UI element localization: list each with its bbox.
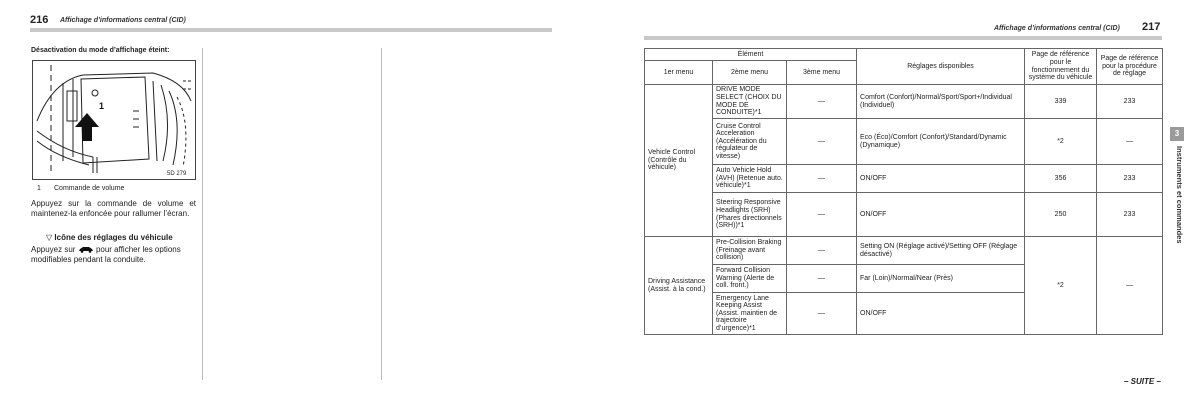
header-menu3: 3ème menu <box>787 61 857 85</box>
chapter-tab: 3 <box>1170 127 1184 141</box>
menu2-cell: Pre-Collision Braking (Freinage avant collision) <box>713 237 787 265</box>
header-menu2: 2ème menu <box>713 61 787 85</box>
header-settings: Réglages disponibles <box>857 49 1025 85</box>
ref-function-cell: 339 <box>1025 85 1097 119</box>
paragraph-settings-icon <box>31 245 199 265</box>
ref-procedure-cell: — <box>1097 119 1163 165</box>
ref-function-cell: 250 <box>1025 193 1097 237</box>
triangle-marker-icon: ▽ <box>46 233 53 242</box>
menu3-cell: — <box>787 265 857 293</box>
menu2-cell: Steering Responsive Headlights (SRH) (Phares directionnels (SRH))*1 <box>713 193 787 237</box>
menu3-cell: — <box>787 119 857 165</box>
subsection-heading <box>46 233 173 243</box>
menu3-cell: — <box>787 237 857 265</box>
column-divider <box>202 48 203 380</box>
menu1-cell: Vehicle Control (Contrôle du véhicule) <box>645 85 713 237</box>
menu2-cell: Forward Collision Warning (Alerte de coll. front.) <box>713 265 787 293</box>
car-settings-icon <box>78 246 94 253</box>
caption-text: Commande de volume <box>54 185 125 192</box>
vehicle-settings-table <box>644 48 1163 335</box>
ref-function-cell: 356 <box>1025 165 1097 193</box>
table-row <box>645 165 1163 193</box>
right-page-header: Affichage d’informations central (CID) <box>994 25 1120 32</box>
ref-procedure-cell: 233 <box>1097 193 1163 237</box>
continued-footer: – SUITE – <box>1124 377 1161 386</box>
ref-function-cell: *2 <box>1025 119 1097 165</box>
table-row <box>645 193 1163 237</box>
settings-cell: ON/OFF <box>857 193 1025 237</box>
figure-callout: 1 <box>99 101 105 111</box>
header-ref-function: Page de référence pour le fonctionnement du système du véhicule <box>1025 49 1097 85</box>
header-ref-procedure: Page de référence pour la procédure de réglage <box>1097 49 1163 85</box>
header-element: Élément <box>645 49 857 61</box>
menu2-cell: Cruise Control Acceleration (Accélération du régulateur de vitesse) <box>713 119 787 165</box>
volume-control-figure <box>32 60 196 180</box>
paragraph-after-icon: pour afficher les options modifiables pendant la conduite. <box>31 245 181 264</box>
chapter-title: Instruments et commandes <box>1175 146 1184 244</box>
menu2-cell: Auto Vehicle Hold (AVH) (Retenue auto. véhicule)*1 <box>713 165 787 193</box>
menu2-cell: Emergency Lane Keeping Assist (Assist. maintien de trajectoire d’urgence)*1 <box>713 293 787 335</box>
ref-function-cell: *2 <box>1025 237 1097 335</box>
menu3-cell: — <box>787 293 857 335</box>
dashboard-illustration <box>33 61 195 179</box>
menu3-cell: — <box>787 193 857 237</box>
subsection-title: Icône des réglages du véhicule <box>54 233 173 242</box>
settings-cell: ON/OFF <box>857 293 1025 335</box>
right-page-number: 217 <box>1142 21 1161 33</box>
settings-cell: ON/OFF <box>857 165 1025 193</box>
table-row <box>645 119 1163 165</box>
ref-procedure-cell: 233 <box>1097 85 1163 119</box>
menu3-cell: — <box>787 85 857 119</box>
table-row <box>645 237 1163 265</box>
figure-code: 5D 279 <box>167 171 187 177</box>
settings-cell: Setting ON (Réglage activé)/Setting OFF (Réglage désactivé) <box>857 237 1025 265</box>
section-title: Désactivation du mode d’affichage éteint: <box>31 47 170 54</box>
menu1-cell: Driving Assistance (Assist. à la cond.) <box>645 237 713 335</box>
menu2-cell: DRIVE MODE SELECT (CHOIX DU MODE DE CONDUITE)*1 <box>713 85 787 119</box>
header-menu1: 1er menu <box>645 61 713 85</box>
pointer-arrow-icon <box>75 113 99 141</box>
paragraph-volume: Appuyez sur la commande de volume et maintenez-la enfoncée pour rallumer l’écran. <box>31 199 196 218</box>
menu3-cell: — <box>787 165 857 193</box>
caption-number: 1 <box>37 185 41 192</box>
column-divider <box>381 48 382 380</box>
left-header-rule <box>30 28 552 32</box>
table-row <box>645 85 1163 119</box>
settings-cell: Comfort (Confort)/Normal/Sport/Sport+/Individual (Individuel) <box>857 85 1025 119</box>
settings-cell: Far (Loin)/Normal/Near (Près) <box>857 265 1025 293</box>
ref-procedure-cell: — <box>1097 237 1163 335</box>
right-header-rule <box>644 36 1162 40</box>
settings-cell: Eco (Éco)/Comfort (Confort)/Standard/Dynamic (Dynamique) <box>857 119 1025 165</box>
paragraph-before-icon: Appuyez sur <box>31 245 76 254</box>
ref-procedure-cell: 233 <box>1097 165 1163 193</box>
left-page-number: 216 <box>30 14 49 26</box>
left-page-header: Affichage d’informations central (CID) <box>60 17 186 24</box>
